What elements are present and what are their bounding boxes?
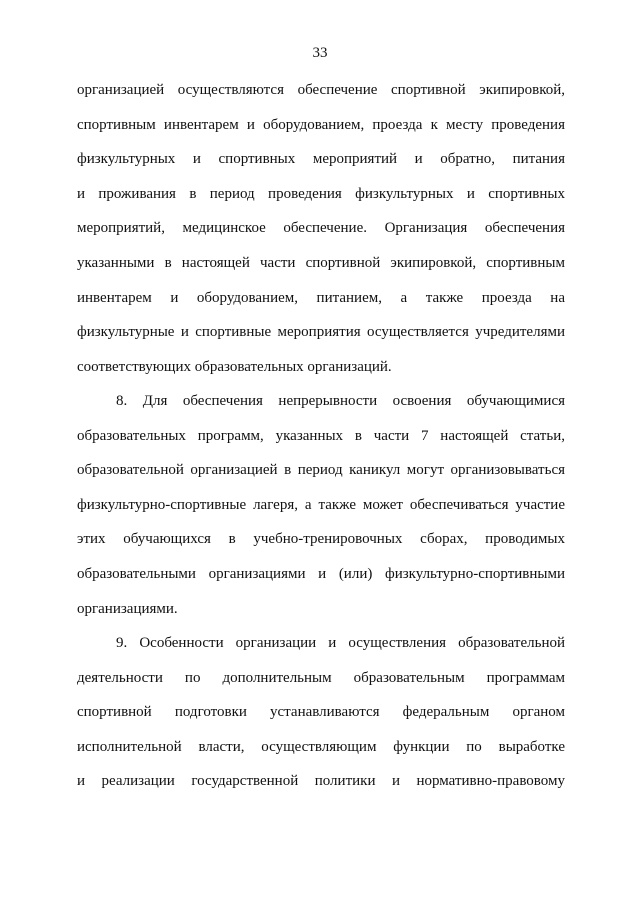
text-line: организациями. <box>77 600 178 617</box>
paragraph-continued <box>77 80 565 391</box>
text-line: 8. Для обеспечения непрерывности освоения обучающимися <box>116 393 565 409</box>
text-line: физкультурно-спортивные лагеря, а также может обеспечиваться участие <box>77 496 565 513</box>
paragraph-8 <box>77 391 565 633</box>
text-line: спортивной подготовки устанавливаются федеральным органом <box>77 704 565 721</box>
text-line: инвентарем и оборудованием, питанием, а также проезда на <box>77 289 565 306</box>
text-line: физкультурные и спортивные мероприятия осуществляется учредителями <box>77 324 565 341</box>
text-line: и реализации государственной политики и нормативно-правовому <box>77 773 565 790</box>
text-line: и проживания в период проведения физкультурных и спортивных <box>77 185 565 202</box>
text-line: 9. Особенности организации и осуществления образовательной <box>116 635 565 651</box>
text-line: соответствующих образовательных организаций. <box>77 358 392 375</box>
page-number: 33 <box>312 45 328 61</box>
text-line: деятельности по дополнительным образовательным программам <box>77 669 565 686</box>
text-line: образовательными организациями и (или) физкультурно-спортивными <box>77 565 565 582</box>
text-line: организацией осуществляются обеспечение спортивной экипировкой, <box>77 82 565 98</box>
text-line: указанными в настоящей части спортивной экипировкой, спортивным <box>77 254 565 271</box>
text-line: образовательных программ, указанных в части 7 настоящей статьи, <box>77 427 565 444</box>
text-line: этих обучающихся в учебно-тренировочных сборах, проводимых <box>77 531 565 548</box>
text-line: исполнительной власти, осуществляющим функции по выработке <box>77 738 565 755</box>
text-line: физкультурных и спортивных мероприятий и обратно, питания <box>77 151 565 168</box>
text-line: мероприятий, медицинское обеспечение. Организация обеспечения <box>77 220 565 237</box>
text-line: спортивным инвентарем и оборудованием, проезда к месту проведения <box>77 116 565 133</box>
paragraph-9 <box>77 633 565 806</box>
text-line: образовательной организацией в период каникул могут организовываться <box>77 462 565 479</box>
